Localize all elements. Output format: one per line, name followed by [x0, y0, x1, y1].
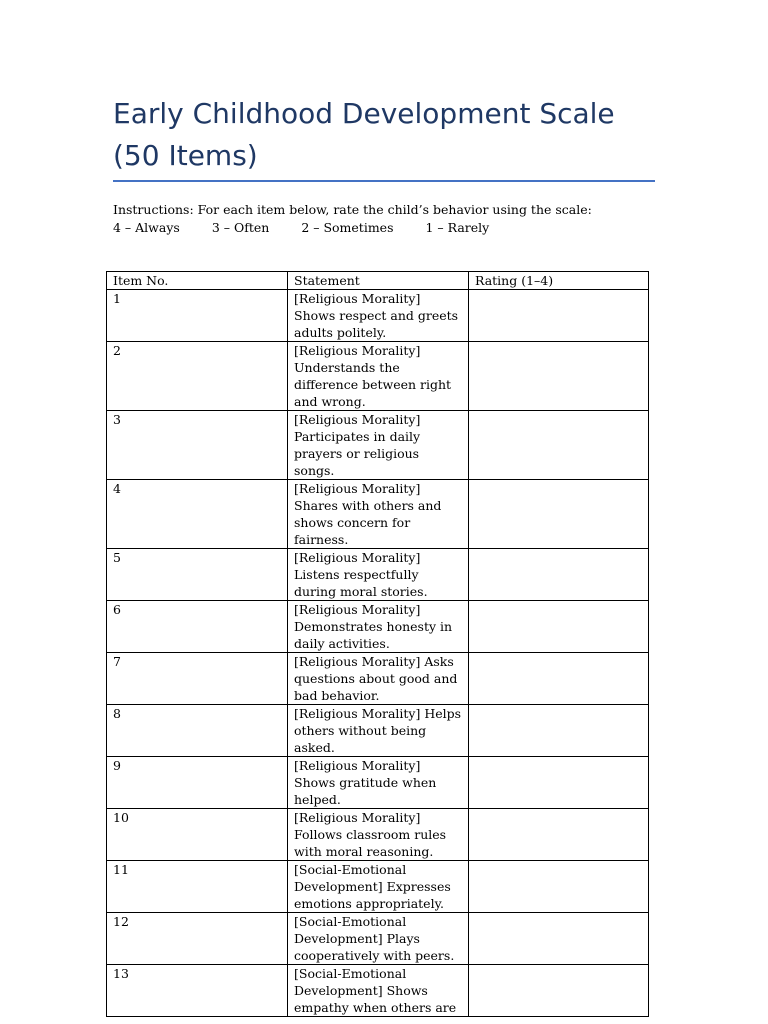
table-row [107, 705, 649, 757]
rating-cell[interactable] [469, 705, 649, 757]
table-row [107, 549, 649, 601]
item-number: 13 [107, 965, 288, 1017]
table-row [107, 965, 649, 1017]
rating-cell[interactable] [469, 913, 649, 965]
table-row [107, 480, 649, 549]
document-title: Early Childhood Development Scale (50 Items) [113, 97, 615, 172]
item-statement: [Religious Morality] Follows classroom rules with moral reasoning. [288, 809, 469, 861]
table-header-row [107, 272, 649, 290]
scale-option-often: 3 – Often [211, 220, 270, 235]
table-row [107, 861, 649, 913]
rating-cell[interactable] [469, 757, 649, 809]
item-statement: [Religious Morality] Shows gratitude when helped. [288, 757, 469, 809]
item-number: 2 [107, 342, 288, 411]
table-row [107, 411, 649, 480]
table-row [107, 913, 649, 965]
table-row [107, 653, 649, 705]
table-row [107, 809, 649, 861]
item-number: 10 [107, 809, 288, 861]
rating-table [106, 271, 649, 1017]
rating-cell[interactable] [469, 290, 649, 342]
table-row [107, 757, 649, 809]
item-statement: [Religious Morality] Shares with others and shows concern for fairness. [288, 480, 469, 549]
rating-cell[interactable] [469, 342, 649, 411]
rating-cell[interactable] [469, 861, 649, 913]
instructions-block [113, 201, 658, 237]
table-row [107, 601, 649, 653]
item-statement: [Religious Morality] Helps others without being asked. [288, 705, 469, 757]
header-item-no: Item No. [107, 272, 288, 290]
header-rating: Rating (1–4) [469, 272, 649, 290]
item-statement: [Social-Emotional Development] Plays cooperatively with peers. [288, 913, 469, 965]
scale-option-always: 4 – Always [113, 220, 180, 235]
rating-cell[interactable] [469, 601, 649, 653]
item-number: 1 [107, 290, 288, 342]
item-number: 4 [107, 480, 288, 549]
item-statement: [Religious Morality] Participates in daily prayers or religious songs. [288, 411, 469, 480]
rating-scale [113, 219, 658, 237]
item-statement: [Religious Morality] Listens respectfully during moral stories. [288, 549, 469, 601]
scale-option-rarely: 1 – Rarely [425, 220, 490, 235]
table-row [107, 342, 649, 411]
rating-cell[interactable] [469, 411, 649, 480]
item-number: 3 [107, 411, 288, 480]
item-statement: [Social-Emotional Development] Expresses emotions appropriately. [288, 861, 469, 913]
item-statement: [Religious Morality] Demonstrates honesty in daily activities. [288, 601, 469, 653]
header-statement: Statement [288, 272, 469, 290]
item-number: 7 [107, 653, 288, 705]
item-number: 6 [107, 601, 288, 653]
item-number: 12 [107, 913, 288, 965]
item-number: 5 [107, 549, 288, 601]
rating-cell[interactable] [469, 809, 649, 861]
scale-option-sometimes: 2 – Sometimes [301, 220, 394, 235]
rating-cell[interactable] [469, 549, 649, 601]
rating-cell[interactable] [469, 653, 649, 705]
table-row [107, 290, 649, 342]
item-number: 9 [107, 757, 288, 809]
item-statement: [Social-Emotional Development] Shows empathy when others are [288, 965, 469, 1017]
instructions-text: Instructions: For each item below, rate the child’s behavior using the scale: [113, 202, 592, 217]
item-number: 8 [107, 705, 288, 757]
item-statement: [Religious Morality] Asks questions about good and bad behavior. [288, 653, 469, 705]
rating-cell[interactable] [469, 480, 649, 549]
rating-cell[interactable] [469, 965, 649, 1017]
item-statement: [Religious Morality] Shows respect and greets adults politely. [288, 290, 469, 342]
title-underline [113, 180, 655, 182]
item-statement: [Religious Morality] Understands the difference between right and wrong. [288, 342, 469, 411]
item-number: 11 [107, 861, 288, 913]
